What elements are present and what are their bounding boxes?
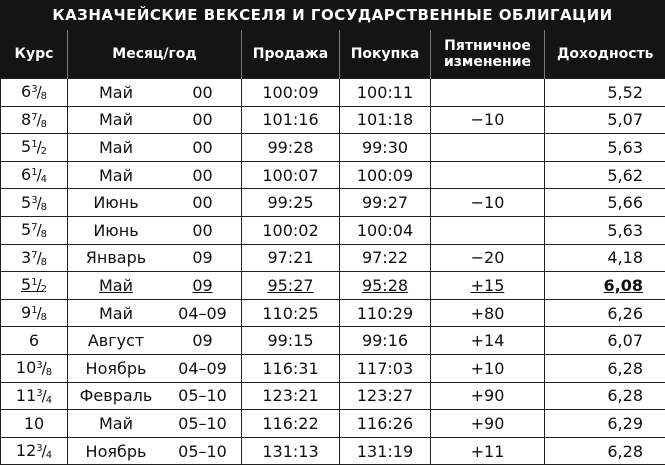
kurs-slash: / <box>36 193 42 212</box>
cell-buy <box>340 299 431 327</box>
month-name: Май <box>98 110 133 130</box>
header-month-year: Месяц/год <box>68 30 242 79</box>
cell-change <box>431 244 545 272</box>
kurs-slash: / <box>36 110 42 129</box>
year-value: 04–09 <box>178 358 227 378</box>
cell-change <box>431 216 545 244</box>
change-value: −10 <box>470 110 505 130</box>
cell-yield <box>545 244 665 272</box>
yield-value: 6,28 <box>607 386 643 406</box>
sale-value: 97:21 <box>267 248 314 268</box>
cell-buy <box>340 161 431 189</box>
buy-value: 99:30 <box>361 137 409 157</box>
kurs-slash: / <box>36 304 42 323</box>
buy-value: 99:16 <box>361 331 409 351</box>
header-sale: Продажа <box>242 30 340 79</box>
table-row <box>1 189 665 217</box>
cell-change <box>431 327 545 355</box>
cell-month-year <box>68 354 242 382</box>
kurs-numerator: 3 <box>36 360 43 372</box>
table-row <box>1 161 665 189</box>
change-value: +15 <box>470 275 505 295</box>
cell-buy <box>340 354 431 382</box>
header-friday-change <box>431 30 545 79</box>
kurs-whole: 8 <box>21 109 32 129</box>
year-value: 00 <box>192 165 213 185</box>
month-name: Май <box>98 413 133 433</box>
cell-month-year <box>68 134 242 162</box>
cell-kurs <box>1 327 68 355</box>
sale-value: 100:07 <box>262 165 319 185</box>
table-row <box>1 437 665 465</box>
cell-change <box>431 272 545 300</box>
cell-sale <box>242 244 340 272</box>
bonds-table <box>0 30 665 465</box>
year-value: 00 <box>192 220 213 240</box>
month-name: Январь <box>85 248 147 268</box>
kurs-whole: 11 <box>15 385 37 405</box>
sale-value: 95:27 <box>267 275 314 295</box>
kurs-numerator: 1 <box>31 139 38 151</box>
cell-sale <box>242 410 340 438</box>
table-row <box>1 79 665 107</box>
year-value: 00 <box>192 193 213 213</box>
kurs-numerator: 1 <box>31 167 38 179</box>
table-row <box>1 354 665 382</box>
month-name: Ноябрь <box>85 441 147 461</box>
year-value: 04–09 <box>178 303 227 323</box>
cell-buy <box>340 437 431 465</box>
sale-value: 116:31 <box>262 358 319 378</box>
month-name: Май <box>98 165 133 185</box>
cell-yield <box>545 272 665 300</box>
cell-month-year <box>68 106 242 134</box>
kurs-denominator: 4 <box>45 450 53 462</box>
sale-value: 99:28 <box>267 137 314 157</box>
kurs-slash: / <box>36 221 42 240</box>
kurs-denominator: 4 <box>40 174 47 186</box>
cell-change <box>431 354 545 382</box>
cell-yield <box>545 189 665 217</box>
cell-kurs <box>1 272 68 300</box>
kurs-numerator: 3 <box>31 194 38 206</box>
yield-value: 5,52 <box>607 82 643 102</box>
table-row <box>1 382 665 410</box>
cell-sale <box>242 106 340 134</box>
kurs-numerator: 7 <box>31 249 38 261</box>
kurs-slash: / <box>41 442 47 461</box>
header-buy: Покупка <box>340 30 431 79</box>
cell-sale <box>242 327 340 355</box>
cell-yield <box>545 437 665 465</box>
change-value: +90 <box>470 386 505 406</box>
kurs-whole: 10 <box>23 413 45 433</box>
table-row <box>1 272 665 300</box>
kurs-numerator: 3 <box>36 387 43 399</box>
table-row <box>1 327 665 355</box>
table-row <box>1 299 665 327</box>
cell-kurs <box>1 161 68 189</box>
kurs-slash: / <box>36 248 42 267</box>
cell-change <box>431 437 545 465</box>
yield-value: 6,07 <box>607 331 643 351</box>
kurs-slash: / <box>36 83 42 102</box>
yield-value: 5,63 <box>607 220 643 240</box>
cell-sale <box>242 272 340 300</box>
kurs-slash: / <box>36 166 42 185</box>
kurs-denominator: 8 <box>40 91 47 103</box>
cell-sale <box>242 354 340 382</box>
kurs-denominator: 8 <box>45 367 53 379</box>
month-name: Май <box>98 275 133 295</box>
change-value: +11 <box>470 441 505 461</box>
cell-buy <box>340 272 431 300</box>
cell-kurs <box>1 299 68 327</box>
cell-kurs <box>1 189 68 217</box>
cell-sale <box>242 161 340 189</box>
cell-buy <box>340 216 431 244</box>
kurs-whole: 5 <box>21 275 32 295</box>
cell-yield <box>545 410 665 438</box>
cell-sale <box>242 79 340 107</box>
cell-kurs <box>1 244 68 272</box>
kurs-denominator: 8 <box>40 229 47 241</box>
kurs-slash: / <box>41 386 47 405</box>
change-value: +90 <box>470 413 505 433</box>
cell-kurs <box>1 79 68 107</box>
cell-kurs <box>1 410 68 438</box>
year-value: 09 <box>192 275 213 295</box>
table-row <box>1 216 665 244</box>
buy-value: 99:27 <box>361 193 409 213</box>
yield-value: 6,26 <box>607 303 643 323</box>
cell-sale <box>242 216 340 244</box>
year-value: 09 <box>192 248 213 268</box>
cell-change <box>431 410 545 438</box>
month-name: Июнь <box>93 220 139 240</box>
cell-month-year <box>68 299 242 327</box>
kurs-numerator: 3 <box>36 443 43 455</box>
kurs-denominator: 4 <box>45 394 53 406</box>
table-row <box>1 410 665 438</box>
cell-kurs <box>1 216 68 244</box>
cell-buy <box>340 382 431 410</box>
kurs-numerator: 1 <box>31 277 38 289</box>
kurs-denominator: 8 <box>40 312 47 324</box>
kurs-whole: 6 <box>21 165 32 185</box>
cell-yield <box>545 161 665 189</box>
sale-value: 110:25 <box>262 303 319 323</box>
kurs-denominator: 8 <box>40 118 47 130</box>
cell-kurs <box>1 382 68 410</box>
kurs-slash: / <box>36 138 42 157</box>
sale-value: 99:25 <box>267 193 314 213</box>
yield-value: 5,07 <box>607 110 643 130</box>
kurs-whole: 5 <box>21 192 32 212</box>
kurs-denominator: 2 <box>40 146 47 158</box>
kurs-numerator: 3 <box>31 84 38 96</box>
kurs-slash: / <box>36 276 42 295</box>
cell-month-year <box>68 161 242 189</box>
header-row <box>1 30 665 79</box>
cell-change <box>431 106 545 134</box>
sale-value: 116:22 <box>262 413 319 433</box>
kurs-whole: 6 <box>28 331 40 351</box>
buy-value: 100:04 <box>356 220 414 240</box>
cell-kurs <box>1 437 68 465</box>
year-value: 05–10 <box>178 413 227 433</box>
cell-yield <box>545 79 665 107</box>
cell-change <box>431 299 545 327</box>
kurs-numerator: 7 <box>31 111 38 123</box>
yield-value: 5,63 <box>607 137 643 157</box>
cell-buy <box>340 327 431 355</box>
cell-buy <box>340 134 431 162</box>
header-friday-change-line2: изменение <box>443 54 532 70</box>
change-value: +80 <box>470 303 505 323</box>
kurs-whole: 9 <box>21 303 32 323</box>
buy-value: 100:11 <box>356 82 414 102</box>
year-value: 05–10 <box>178 386 227 406</box>
kurs-denominator: 8 <box>40 256 47 268</box>
kurs-whole: 12 <box>15 441 37 461</box>
kurs-whole: 10 <box>15 358 37 378</box>
cell-month-year <box>68 79 242 107</box>
yield-value: 4,18 <box>607 248 643 268</box>
month-name: Май <box>98 303 133 323</box>
yield-value: 6,28 <box>607 358 643 378</box>
buy-value: 95:28 <box>361 275 409 295</box>
table-row <box>1 134 665 162</box>
cell-sale <box>242 189 340 217</box>
cell-month-year <box>68 244 242 272</box>
cell-buy <box>340 189 431 217</box>
cell-month-year <box>68 327 242 355</box>
year-value: 00 <box>192 110 213 130</box>
cell-month-year <box>68 410 242 438</box>
month-name: Май <box>98 82 133 102</box>
month-name: Февраль <box>79 386 153 406</box>
kurs-whole: 5 <box>21 220 32 240</box>
header-friday-change-line1: Пятничное <box>444 37 531 54</box>
header-kurs: Курс <box>1 30 68 79</box>
cell-sale <box>242 437 340 465</box>
kurs-whole: 6 <box>21 82 32 102</box>
sale-value: 100:09 <box>262 82 319 102</box>
buy-value: 123:27 <box>356 386 414 406</box>
yield-value: 6,28 <box>607 441 643 461</box>
cell-change <box>431 161 545 189</box>
year-value: 09 <box>192 331 213 351</box>
sale-value: 99:15 <box>267 331 314 351</box>
cell-buy <box>340 106 431 134</box>
buy-value: 131:19 <box>356 441 414 461</box>
kurs-slash: / <box>41 359 47 378</box>
kurs-numerator: 1 <box>31 305 38 317</box>
buy-value: 100:09 <box>356 165 414 185</box>
header-yield: Доходность <box>545 30 665 79</box>
change-value: −10 <box>470 193 505 213</box>
cell-kurs <box>1 134 68 162</box>
yield-value: 6,29 <box>607 413 643 433</box>
cell-kurs <box>1 106 68 134</box>
cell-yield <box>545 327 665 355</box>
buy-value: 101:18 <box>356 110 414 130</box>
table-title: КАЗНАЧЕЙСКИЕ ВЕКСЕЛЯ И ГОСУДАРСТВЕННЫЕ ОБЛИГАЦИИ <box>0 0 665 30</box>
cell-sale <box>242 382 340 410</box>
table-row <box>1 244 665 272</box>
cell-change <box>431 134 545 162</box>
cell-yield <box>545 216 665 244</box>
buy-value: 117:03 <box>356 358 414 378</box>
cell-month-year <box>68 189 242 217</box>
sale-value: 101:16 <box>262 110 319 130</box>
table-row <box>1 106 665 134</box>
change-value: −20 <box>470 248 505 268</box>
cell-change <box>431 189 545 217</box>
cell-sale <box>242 299 340 327</box>
cell-yield <box>545 354 665 382</box>
kurs-denominator: 8 <box>40 201 47 213</box>
buy-value: 110:29 <box>356 303 414 323</box>
cell-month-year <box>68 382 242 410</box>
cell-change <box>431 382 545 410</box>
cell-yield <box>545 106 665 134</box>
cell-yield <box>545 134 665 162</box>
change-value: +10 <box>470 358 505 378</box>
year-value: 00 <box>192 82 213 102</box>
cell-buy <box>340 410 431 438</box>
kurs-numerator: 7 <box>31 222 38 234</box>
cell-sale <box>242 134 340 162</box>
sale-value: 100:02 <box>262 220 319 240</box>
cell-buy <box>340 79 431 107</box>
buy-value: 97:22 <box>361 248 409 268</box>
sale-value: 123:21 <box>262 386 319 406</box>
cell-month-year <box>68 216 242 244</box>
kurs-whole: 3 <box>21 247 32 267</box>
cell-yield <box>545 382 665 410</box>
kurs-denominator: 2 <box>40 284 47 296</box>
month-name: Май <box>98 137 133 157</box>
month-name: Июнь <box>93 193 139 213</box>
yield-value: 6,08 <box>603 275 643 295</box>
cell-month-year <box>68 437 242 465</box>
cell-yield <box>545 299 665 327</box>
sale-value: 131:13 <box>262 441 319 461</box>
month-name: Август <box>87 331 145 351</box>
change-value: +14 <box>470 331 505 351</box>
cell-month-year <box>68 272 242 300</box>
cell-buy <box>340 244 431 272</box>
cell-kurs <box>1 354 68 382</box>
yield-value: 5,66 <box>607 193 643 213</box>
buy-value: 116:26 <box>356 413 414 433</box>
yield-value: 5,62 <box>607 165 643 185</box>
month-name: Ноябрь <box>85 358 147 378</box>
kurs-whole: 5 <box>21 137 32 157</box>
cell-change <box>431 79 545 107</box>
year-value: 00 <box>192 137 213 157</box>
year-value: 05–10 <box>178 441 227 461</box>
